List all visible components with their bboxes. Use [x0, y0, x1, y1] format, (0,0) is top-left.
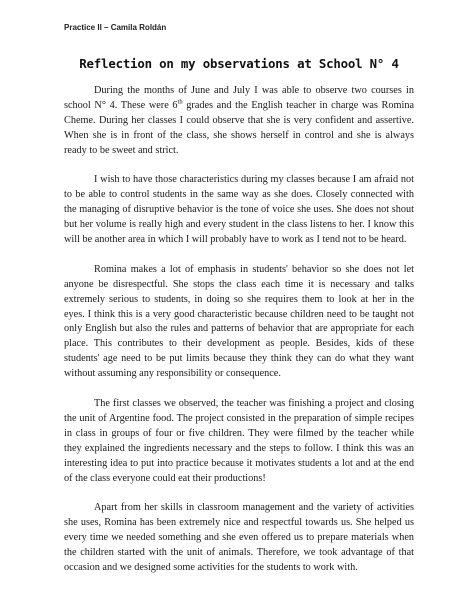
paragraph-1-text-a: During the months of June and July I was able to observe two courses in school N° 4. These were 6 [64, 85, 414, 111]
document-title: Reflection on my observations at School N° 4 [79, 56, 399, 71]
paragraph-2: I wish to have those characteristics during my classes because I am afraid not to be able to control students in the same way as she does. Closely connected with the managing of disruptive behavior is the tone of voice she uses. She does not shout but her volume is really high and every student in the class listens to her. I know this will be another area in which I will probably have to work as I tend not to be heard. [64, 174, 414, 246]
paragraph-3: Romina makes a lot of emphasis in students' behavior so she does not let anyone be disrespectful. She stops the class each time it is necessary and talks extremely serious to students, in doing so she requires them to look at her in the eyes. I think this is a very good characteristic because children need to be taught not only English but also the rules and patterns of behavior that are appropriate for each place. This contributes to their development as people. Besides, kids of these students' age need to be put limits because they think they can do what they want without assuming any responsibility or consequence. [64, 263, 414, 380]
document-body [64, 84, 414, 576]
running-header: Practice II – Camila Roldán [64, 23, 167, 32]
paragraph-4: The first classes we observed, the teacher was finishing a project and closing the unit of Argentine food. The project consisted in the preparation of simple recipes in class in groups of four or five children. They were filmed by the teacher while they explained the ingredients necessary and the steps to follow. I think this was an interesting idea to put into practice because it motivates students a lot and at the end of the class everyone could eat their productions! [64, 397, 414, 484]
paragraph-1 [64, 84, 414, 159]
paragraph-1-text-b: grades and the English teacher in charge was Romina Cheme. During her classes I could observe that she is very confident and assertive. When she is in front of the class, she shows herself in control and she is always ready to be sweet and strict. [64, 99, 414, 156]
ordinal-superscript: th [177, 98, 183, 106]
paragraph-5: Apart from her skills in classroom management and the variety of activities she uses, Romina has been extremely nice and respectful towards us. She helped us every time we needed something and she even offered us to prepare materials when the children started with the unit of animals. Therefore, we took advantage of that occasion and we designed some activities for the students to work with. [64, 502, 414, 573]
